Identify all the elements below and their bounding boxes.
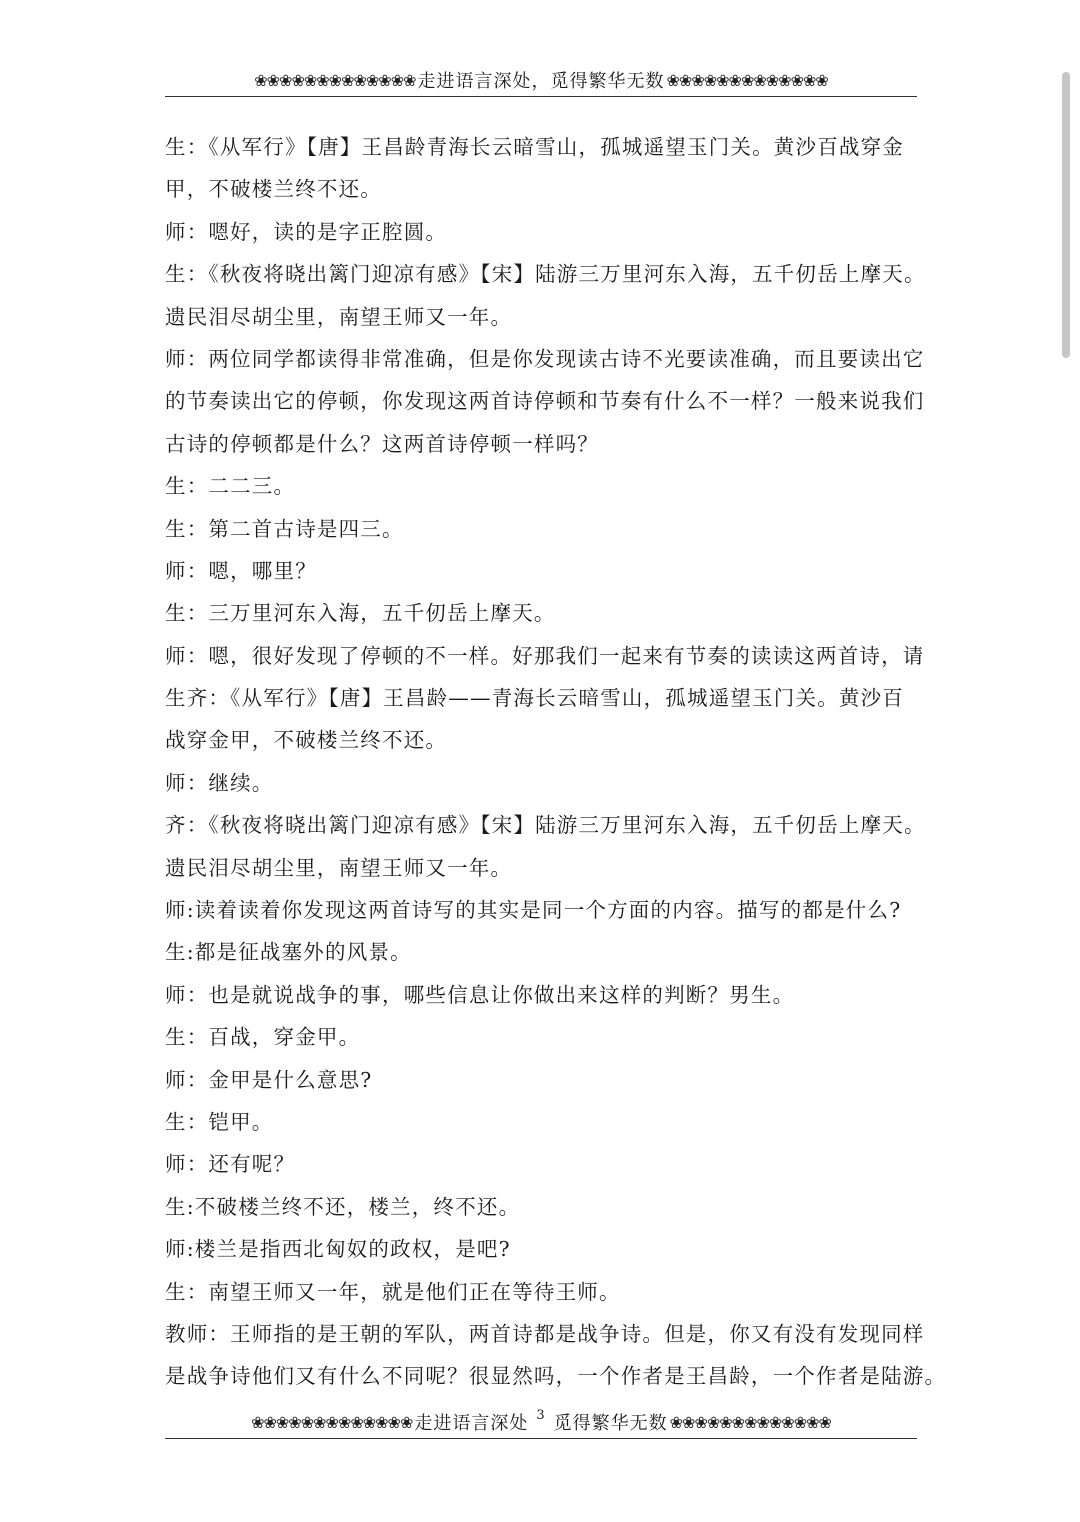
page-header [165, 64, 917, 97]
text-line: 生：百战，穿金甲。 [165, 1025, 361, 1050]
text-line: 遗民泪尽胡尘里，南望王师又一年。 [165, 304, 513, 329]
document-body [165, 126, 947, 1398]
text-line: 师：嗯，哪里？ [165, 558, 317, 583]
text-line: 生：三万里河东入海，五千仞岳上摩天。 [165, 601, 556, 626]
text-line: 教师：王师指的是王朝的军队，两首诗都是战争诗。但是，你又有没有发现同样 [165, 1321, 925, 1346]
text-line: 古诗的停顿都是什么？这两首诗停顿一样吗？ [165, 431, 599, 456]
flower-ornament-left: ❀❀❀❀❀❀❀❀❀❀❀❀❀ [254, 70, 416, 90]
text-line: 师：嗯好，读的是字正腔圆。 [165, 219, 448, 244]
text-line: 生:不破楼兰终不还，楼兰，终不还。 [165, 1194, 521, 1219]
page-number: 3 [536, 1407, 546, 1423]
text-line: 的节奏读出它的停顿，你发现这两首诗停顿和节奏有什么不一样？一般来说我们 [165, 389, 925, 414]
text-line: 生：《秋夜将晓出篱门迎凉有感》【宋】陆游三万里河东入海，五千仞岳上摩天。 [165, 262, 926, 287]
text-line: 遗民泪尽胡尘里，南望王师又一年。 [165, 855, 513, 880]
text-line: 生：南望王师又一年，就是他们正在等待王师。 [165, 1279, 621, 1304]
flower-ornament-right: ❀❀❀❀❀❀❀❀❀❀❀❀❀ [666, 70, 828, 90]
text-line: 师:读着读着你发现这两首诗写的其实是同一个方面的内容。描写的都是什么? [165, 898, 902, 923]
text-line: 师：也是就说战争的事，哪些信息让你做出来这样的判断？男生。 [165, 982, 795, 1007]
text-line: 战穿金甲，不破楼兰终不还。 [165, 728, 448, 753]
footer-text-left: 走进语言深处 [414, 1413, 529, 1434]
text-line: 师：金甲是什么意思? [165, 1067, 373, 1092]
flower-ornament-left: ❀❀❀❀❀❀❀❀❀❀❀❀❀ [251, 1412, 413, 1432]
flower-ornament-right: ❀❀❀❀❀❀❀❀❀❀❀❀❀ [669, 1412, 831, 1432]
text-line: 师：嗯，很好发现了停顿的不一样。好那我们一起来有节奏的读读这两首诗，请 [165, 643, 925, 668]
text-line: 生：第二首古诗是四三。 [165, 516, 404, 541]
footer-text-right: 觅得繁华无数 [553, 1413, 668, 1434]
header-text: 走进语言深处，觅得繁华无数 [417, 71, 665, 92]
text-line: 生:都是征战塞外的风景。 [165, 940, 412, 965]
text-line: 生：二二三。 [165, 474, 296, 499]
text-line: 师:楼兰是指西北匈奴的政权，是吧? [165, 1237, 511, 1262]
text-line: 生：铠甲。 [165, 1109, 274, 1134]
page-footer [165, 1406, 917, 1439]
text-line: 师：继续。 [165, 770, 274, 795]
text-line: 师：还有呢？ [165, 1152, 296, 1177]
text-line: 生齐：《从军行》【唐】王昌龄——青海长云暗雪山，孤城遥望玉门关。黄沙百 [165, 686, 904, 711]
text-line: 齐：《秋夜将晓出篱门迎凉有感》【宋】陆游三万里河东入海，五千仞岳上摩天。 [165, 813, 926, 838]
text-line: 师：两位同学都读得非常准确，但是你发现读古诗不光要读准确，而且要读出它 [165, 346, 925, 371]
text-line: 生：《从军行》【唐】王昌龄青海长云暗雪山，孤城遥望玉门关。黄沙百战穿金 [165, 135, 904, 159]
scrollbar-thumb[interactable] [1062, 72, 1070, 358]
text-line: 甲，不破楼兰终不还。 [165, 177, 382, 202]
text-line: 是战争诗他们又有什么不同呢？很显然吗，一个作者是王昌龄，一个作者是陆游。 [165, 1364, 947, 1389]
